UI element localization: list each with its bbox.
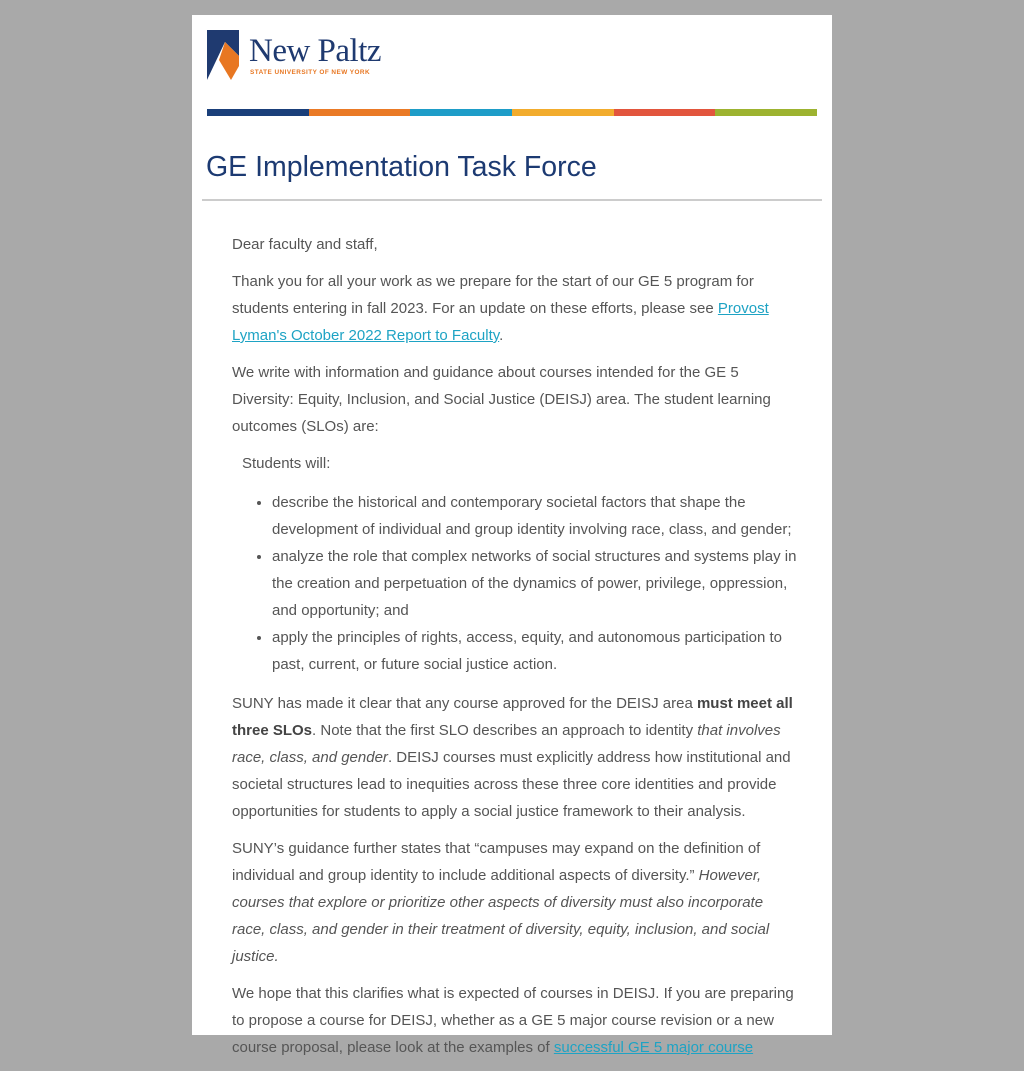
- provost-report-link[interactable]: Provost Lyman's October 2022 Report to Faculty: [232, 300, 769, 344]
- color-bar-segment: [309, 109, 411, 116]
- ge5-examples-link[interactable]: successful GE 5 major course: [553, 1039, 754, 1056]
- color-bar-segment: [512, 109, 614, 116]
- p3-italic: that involves race, class, and gender: [232, 722, 781, 766]
- p3-bold: must meet all three SLOs: [232, 695, 793, 739]
- students-will-label: Students will:: [242, 455, 331, 472]
- new-paltz-logo[interactable]: [207, 30, 387, 80]
- p5-text: We hope that this clarifies what is expected of courses in DEISJ. If you are preparing to propose a course for DEISJ, whether as a GE 5 major course revision or a new course proposal, please look at the examples of: [232, 985, 794, 1056]
- suny-guidance-paragraph: [232, 835, 797, 970]
- closing-paragraph: [232, 980, 797, 1061]
- logo-subtitle: STATE UNIVERSITY OF NEW YORK: [250, 69, 371, 76]
- color-bar-segment: [410, 109, 512, 116]
- p4-text-a: SUNY’s guidance further states that “campuses may expand on the definition of individual and group identity to include additional aspects of diversity.”: [232, 840, 761, 884]
- message-content: [232, 231, 797, 1071]
- color-bar-segment: [207, 109, 309, 116]
- intro-end: .: [499, 327, 504, 344]
- p3-text-a: SUNY has made it clear that any course approved for the DEISJ area: [232, 695, 697, 712]
- slo-item: • apply the principles of rights, access, equity, and autonomous participation to past, current, or future social justice action.: [272, 624, 797, 678]
- slo-item: • describe the historical and contemporary societal factors that shape the development of individual and group identity involving race, class, and gender;: [272, 489, 797, 543]
- p3-text-c: . Note that the first SLO describes an approach to identity: [312, 722, 698, 739]
- logo-mark-icon: [207, 30, 239, 80]
- intro-text: Thank you for all your work as we prepare for the start of our GE 5 program for students entering in fall 2023. For an update on these efforts, please see: [232, 273, 754, 317]
- logo-name: New Paltz: [249, 33, 382, 69]
- greeting: Dear faculty and staff,: [232, 236, 378, 253]
- color-bar-segment: [614, 109, 716, 116]
- intro-paragraph: [232, 268, 797, 349]
- page-title: GE Implementation Task Force: [206, 151, 597, 183]
- color-bar-segment: [715, 109, 817, 116]
- p3-text-e: . DEISJ courses must explicitly address how institutional and societal structures lead to inequities across these three core identities and provide opportunities for students to apply a social justice framework to their analysis.: [232, 749, 791, 820]
- slo-item: • analyze the role that complex networks of social structures and systems play in the creation and perpetuation of the dynamics of power, privilege, oppression, and opportunity; and: [272, 543, 797, 624]
- color-bar: [207, 109, 817, 116]
- slo-list: [232, 489, 797, 678]
- deisj-paragraph: We write with information and guidance about courses intended for the GE 5 Diversity: Equity, Inclusion, and Social Justice (DEISJ) area. The student learning outcomes (SLOs) are:: [232, 364, 771, 435]
- p4-italic: However, courses that explore or prioritize other aspects of diversity must also incorporate race, class, and gender in their treatment of diversity, equity, inclusion, and social justice.: [232, 867, 770, 965]
- suny-requirement-paragraph: [232, 690, 797, 825]
- title-divider: [202, 199, 822, 201]
- email-body: [192, 15, 832, 1056]
